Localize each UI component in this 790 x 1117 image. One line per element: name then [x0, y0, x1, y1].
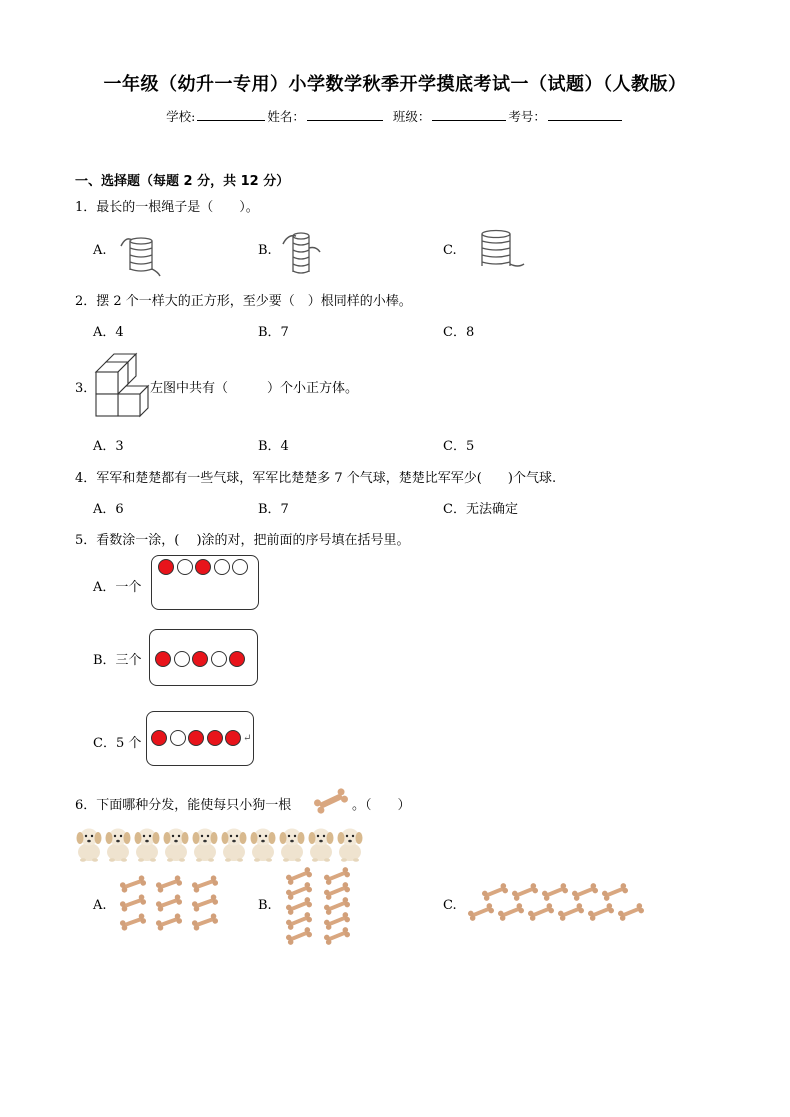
puppy-icon: [190, 824, 220, 862]
bone-image: [118, 876, 148, 892]
bone-image: [154, 895, 184, 911]
return-mark: ↵: [243, 733, 252, 744]
ball-red: [207, 730, 223, 746]
q5-option-b-label[interactable]: B．三个: [93, 653, 142, 668]
q1-option-c[interactable]: C.: [443, 243, 457, 258]
bone-image: [480, 884, 510, 900]
q3-stem: 左图中共有（ ）个小正方体。: [150, 381, 359, 396]
section-heading: 一、选择题（每题 2 分，共 12 分）: [75, 174, 290, 189]
ball-white: [214, 559, 230, 575]
class-label: 班级：: [392, 109, 431, 124]
q6-option-c-label[interactable]: C.: [443, 898, 457, 913]
puppy-icon: [161, 824, 191, 862]
bone-image: [284, 883, 314, 899]
q1-stem: 1．最长的一根绳子是（ ）。: [75, 200, 259, 215]
bone-image: [284, 928, 314, 944]
student-info-line: [0, 107, 790, 125]
ball-white: [174, 651, 190, 667]
page-title: 一年级（幼升一专用）小学数学秋季开学摸底考试一（试题）（人教版）: [103, 74, 687, 95]
bone-image: [556, 904, 586, 920]
q5-option-a-label[interactable]: A．一个: [93, 580, 142, 595]
ball-red: [192, 651, 208, 667]
puppy-icon: [132, 824, 162, 862]
q4-stem: 4．军军和楚楚都有一些气球，军军比楚楚多 7 个气球，楚楚比军军少( )个气球.: [75, 471, 557, 486]
q2-option-c[interactable]: C．8: [443, 325, 475, 340]
ball-red: [155, 651, 171, 667]
bone-image: [284, 898, 314, 914]
ball-red: [229, 651, 245, 667]
bone-image: [600, 884, 630, 900]
bone-image: [190, 914, 220, 930]
q5-stem: 5．看数涂一涂，( )涂的对，把前面的序号填在括号里。: [75, 533, 410, 548]
q6-option-b-label[interactable]: B.: [258, 898, 272, 913]
q1-option-b[interactable]: B.: [258, 243, 272, 258]
q2-option-b[interactable]: B．7: [258, 325, 289, 340]
q3-option-b[interactable]: B．4: [258, 439, 289, 454]
bone-image: [154, 876, 184, 892]
q1-option-a[interactable]: A.: [93, 243, 107, 258]
name-label: 姓名：: [267, 109, 305, 124]
bone-image: [118, 895, 148, 911]
puppy-icon: [248, 824, 278, 862]
bone-image: [284, 868, 314, 884]
bone-image: [322, 913, 352, 929]
school-blank[interactable]: [197, 108, 265, 121]
bone-image: [570, 884, 600, 900]
q4-option-a[interactable]: A．6: [93, 502, 124, 517]
rope-coil-a-image: [118, 232, 163, 277]
q6-stem-before: 6．下面哪种分发，能使每只小狗一根: [75, 798, 292, 813]
bone-image: [154, 914, 184, 930]
ball-white: [232, 559, 248, 575]
exam-no-label: 考号：: [508, 109, 546, 124]
bone-image: [322, 868, 352, 884]
bone-image: [190, 895, 220, 911]
name-blank[interactable]: [307, 108, 383, 121]
q4-option-c[interactable]: C．无法确定: [443, 502, 518, 517]
ball-red: [195, 559, 211, 575]
bone-image: [526, 904, 556, 920]
ball-red: [188, 730, 204, 746]
class-blank[interactable]: [432, 108, 506, 121]
q3-number: 3．: [75, 381, 97, 396]
cubes-diagram: [94, 354, 150, 417]
ball-red: [225, 730, 241, 746]
puppy-icon: [74, 824, 104, 862]
q3-option-a[interactable]: A．3: [93, 439, 124, 454]
ball-white: [211, 651, 227, 667]
puppy-icon: [277, 824, 307, 862]
exam-no-blank[interactable]: [548, 108, 622, 121]
bone-image: [322, 883, 352, 899]
rope-coil-c-image: [468, 226, 528, 274]
q6-stem-after: 。（ ）: [352, 798, 411, 813]
ball-red: [151, 730, 167, 746]
ball-white: [177, 559, 193, 575]
bone-image: [496, 904, 526, 920]
bone-image: [190, 876, 220, 892]
bone-image: [586, 904, 616, 920]
bone-image: [322, 898, 352, 914]
ball-white: [170, 730, 186, 746]
bone-image: [616, 904, 646, 920]
q4-option-b[interactable]: B．7: [258, 502, 289, 517]
q2-option-a[interactable]: A．4: [93, 325, 124, 340]
bone-image: [322, 928, 352, 944]
q6-option-a-label[interactable]: A.: [93, 898, 107, 913]
bone-image: [284, 913, 314, 929]
q2-stem: 2．摆 2 个一样大的正方形，至少要（ ）根同样的小棒。: [75, 294, 412, 309]
bone-image: [118, 914, 148, 930]
bone-icon: [312, 788, 350, 814]
puppy-icon: [306, 824, 336, 862]
ball-red: [158, 559, 174, 575]
rope-coil-b-image: [280, 228, 325, 278]
puppy-icon: [335, 824, 365, 862]
puppy-icon: [103, 824, 133, 862]
bone-image: [466, 904, 496, 920]
puppy-icon: [219, 824, 249, 862]
bone-image: [510, 884, 540, 900]
school-label: 学校:: [166, 109, 196, 124]
q5-option-c-label[interactable]: C．5 个: [93, 736, 142, 751]
bone-image: [540, 884, 570, 900]
q3-option-c[interactable]: C．5: [443, 439, 475, 454]
